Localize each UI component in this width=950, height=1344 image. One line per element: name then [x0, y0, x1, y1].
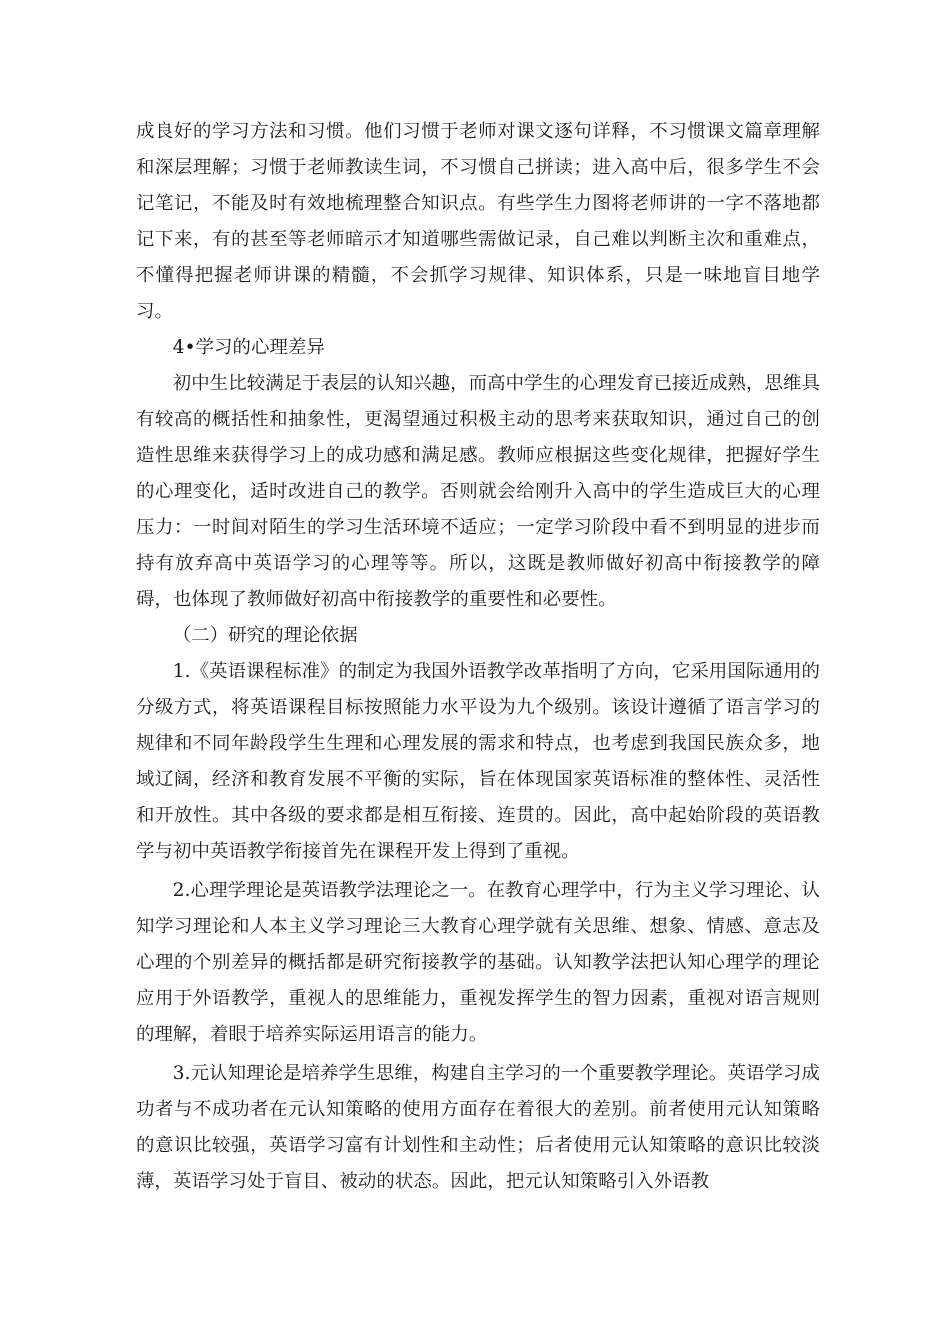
- paragraph-psychology-theory: 2.心理学理论是英语教学法理论之一。在教育心理学中，行为主义学习理论、认知学习理论和人本主义学习理论三大教育心理学就有关思维、想象、情感、意志及心理的个别差异的概括都是研究衔接教学的基础。认知教学法把认知心理学的理论应用于外语教学，重视人的思维能力，重视发挥学生的智力因素，重视对语言规则的理解，着眼于培养实际运用语言的能力。: [136, 880, 820, 1045]
- paragraph-continuation: 成良好的学习方法和习惯。他们习惯于老师对课文逐句详释，不习惯课文篇章理解和深层理解；习惯于老师教读生词，不习惯自己拼读；进入高中后，很多学生不会记笔记，不能及时有效地梳理整合知识点。有些学生力图将老师讲的一字不落地都记下来，有的甚至等老师暗示才知道哪些需做记录，自己难以判断主次和重难点，不懂得把握老师讲课的精髓，不会抓学习规律、知识体系，只是一味地盲目地学习。: [136, 121, 820, 322]
- paragraph-curriculum-standard: 1.《英语课程标准》的制定为我国外语教学改革指明了方向，它采用国际通用的分级方式，将英语课程目标按照能力水平设为九个级别。该设计遵循了语言学习的规律和不同年龄段学生生理和心理发展的需求和特点，也考虑到我国民族众多，地域辽阔，经济和教育发展不平衡的实际，旨在体现国家英语标准的整体性、灵活性和开放性。其中各级的要求都是相互衔接、连贯的。因此，高中起始阶段的英语教学与初中英语教学衔接首先在课程开发上得到了重视。: [136, 661, 820, 862]
- paragraph-metacognition-theory: 3.元认知理论是培养学生思维，构建自主学习的一个重要教学理论。英语学习成功者与不成功者在元认知策略的使用方面存在着很大的差别。前者使用元认知策略的意识比较强，英语学习富有计划性和主动性；后者使用元认知策略的意识比较淡薄，英语学习处于盲目、被动的状态。因此，把元认知策略引入外语教: [136, 1063, 820, 1192]
- paragraph-psychology-difference: 初中生比较满足于表层的认知兴趣，而高中学生的心理发育已接近成熟，思维具有较高的概括性和抽象性，更渴望通过积极主动的思考来获取知识，通过自己的创造性思维来获得学习上的成功感和满足感。教师应根据这些变化规律，把握好学生的心理变化，适时改进自己的教学。否则就会给刚升入高中的学生造成巨大的心理压力：一时间对陌生的学习生活环境不适应；一定学习阶段中看不到明显的进步而持有放弃高中英语学习的心理等等。所以，这既是教师做好初高中衔接教学的障碍，也体现了教师做好初高中衔接教学的重要性和必要性。: [136, 373, 820, 610]
- section-heading-theoretical-basis: （二）研究的理论依据: [172, 625, 358, 646]
- document-page: [136, 114, 820, 1200]
- section-heading-learning-psychology: 4•学习的心理差异: [172, 337, 325, 358]
